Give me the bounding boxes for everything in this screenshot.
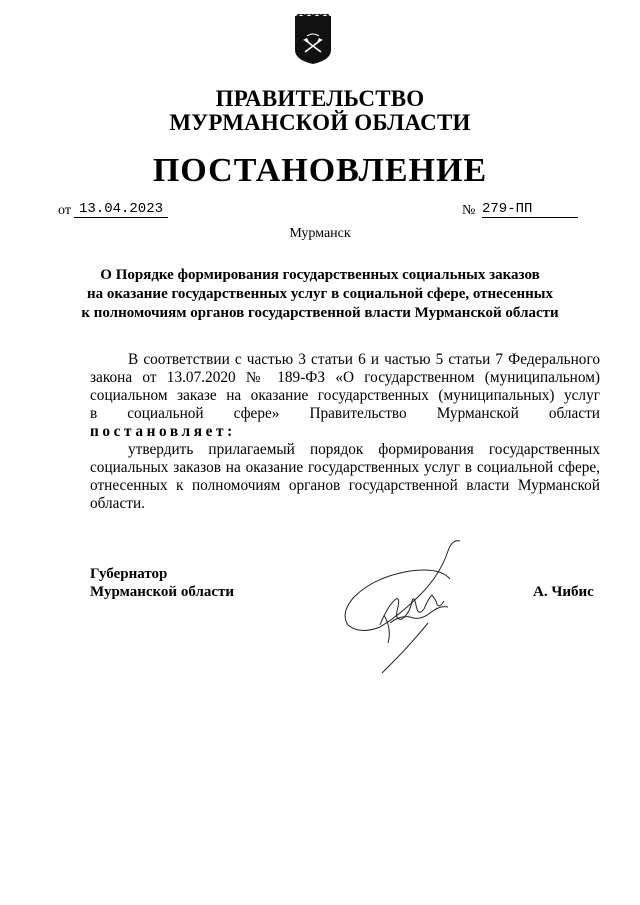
- government-title-line1: ПРАВИТЕЛЬСТВО: [215, 86, 425, 111]
- body-line: закона от 13.07.2020 № 189-ФЗ «О государственном (муниципальном): [90, 369, 600, 386]
- signatory-name: А. Чибис: [533, 584, 594, 600]
- city-name: Мурманск: [289, 226, 351, 241]
- body-line: В соответствии с частью 3 статьи 6 и частью 5 статьи 7 Федерального: [128, 351, 600, 368]
- signatory-position-line2: Мурманской области: [90, 584, 235, 600]
- signatory-position-line1: Губернатор: [90, 566, 168, 582]
- document-type-title: ПОСТАНОВЛЕНИЕ: [152, 152, 488, 189]
- number-label: №: [462, 203, 476, 218]
- body-line: области.: [90, 495, 145, 512]
- date-value: 13.04.2023: [74, 201, 168, 218]
- government-title-line2: МУРМАНСКОЙ ОБЛАСТИ: [169, 110, 471, 135]
- subject-line: к полномочиям органов государственной власти Мурманской области: [81, 305, 559, 321]
- body-line: утвердить прилагаемый порядок формирования государственных: [128, 441, 600, 458]
- body-line: в социальной сфере» Правительство Мурманской области: [90, 405, 600, 422]
- body-line: социальных заказов на оказание государственных услуг в социальной сфере,: [90, 459, 600, 476]
- resolve-keyword: постановляет:: [90, 423, 236, 440]
- number-value: 279-ПП: [482, 201, 533, 217]
- subject-line: на оказание государственных услуг в социальной сфере, отнесенных: [86, 286, 554, 302]
- number-value-underline: [482, 201, 578, 218]
- coat-of-arms-emblem: [293, 14, 333, 66]
- body-line: социальном заказе на оказание государственных (муниципальных) услуг: [90, 387, 600, 404]
- handwritten-signature: [340, 535, 470, 675]
- subject-line: О Порядке формирования государственных социальных заказов: [100, 267, 540, 283]
- date-label: от: [58, 203, 71, 218]
- body-line: отнесенных к полномочиям органов государственной власти Мурманской: [90, 477, 600, 494]
